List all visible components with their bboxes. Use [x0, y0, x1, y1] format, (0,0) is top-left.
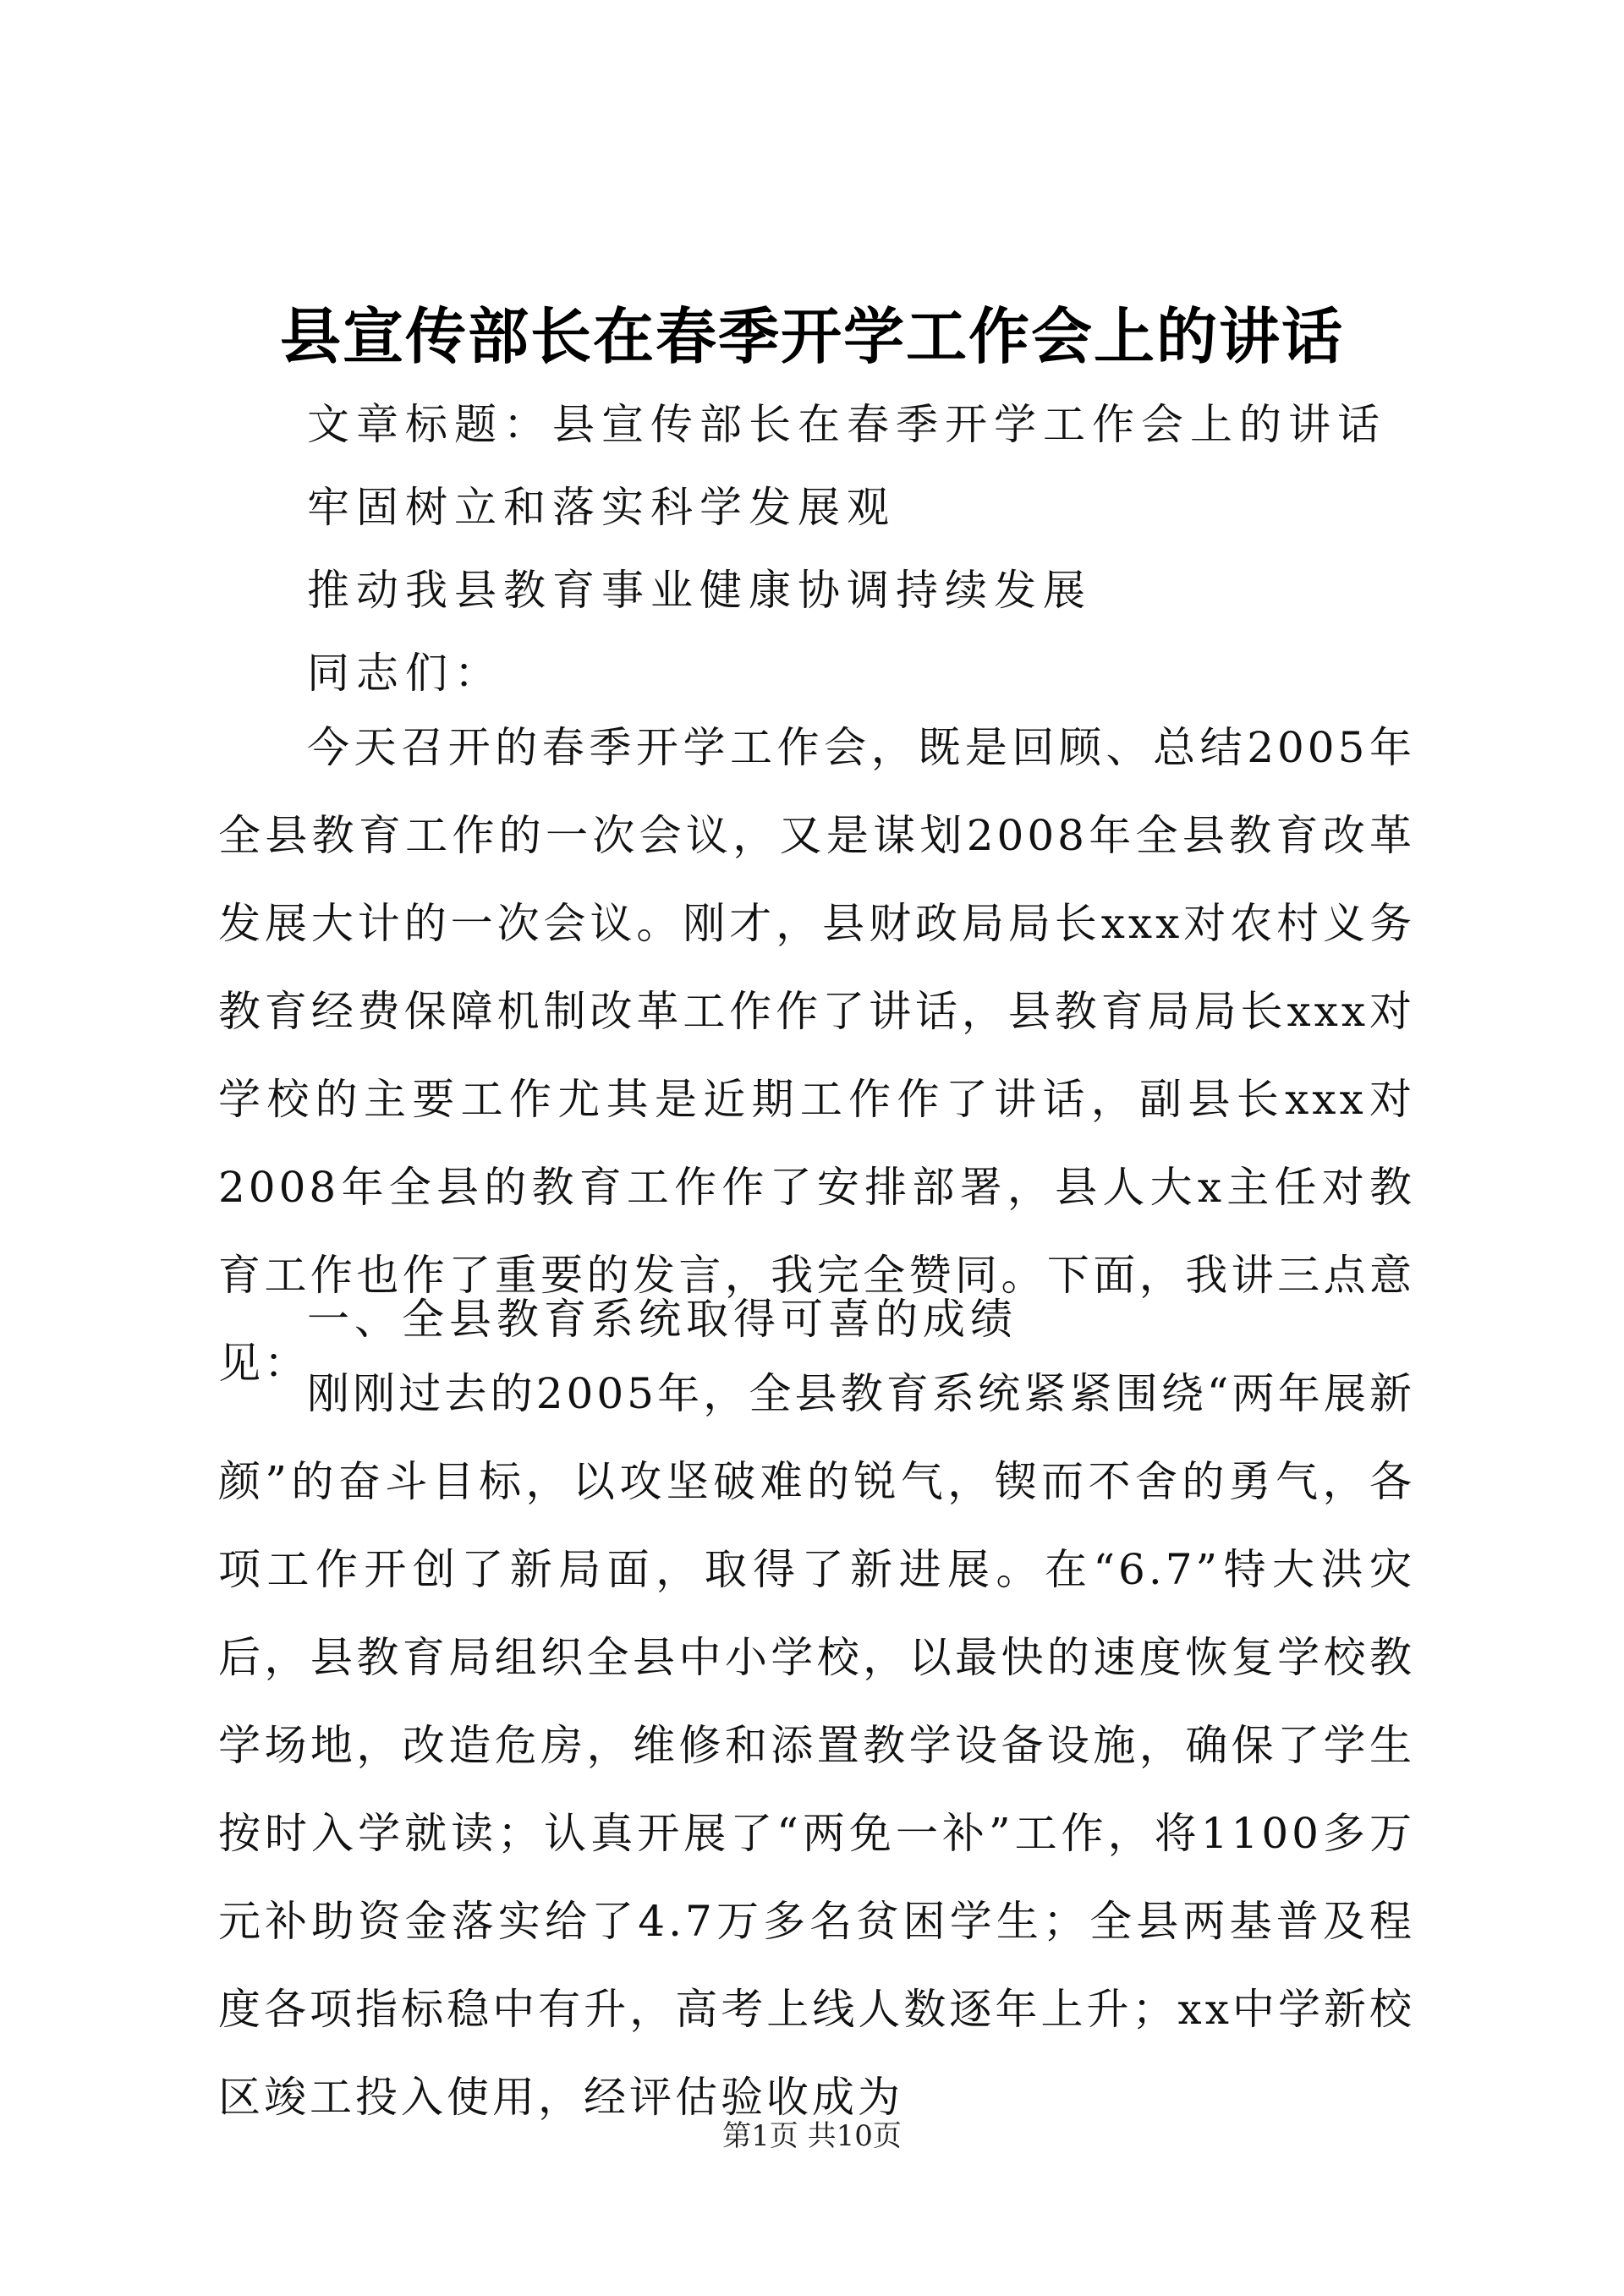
paragraph-intro: 今天召开的春季开学工作会，既是回顾、总结2005年全县教育工作的一次会议，又是谋划2008年全县教育改革发展大计的一次会议。刚才，县财政局局长xxx对农村义务教育经费保障机制改革工作作了讲话，县教育局局长xxx对学校的主要工作尤其是近期工作作了讲话，副县长xxx对2008年全县的教育工作作了安排部署，县人大x主任对教育工作也作了重要的发言，我完全赞同。下面，我讲三点意见：	[218, 723, 1415, 1388]
salutation: 同志们：	[307, 649, 503, 698]
section-heading-1: 一、全县教育系统取得可喜的成绩	[307, 1295, 1018, 1344]
subtitle-2: 推动我县教育事业健康协调持续发展	[307, 566, 1092, 615]
document-title: 县宣传部长在春季开学工作会上的讲话	[279, 300, 1344, 372]
page-indicator: 第1页 共10页	[722, 2119, 902, 2153]
subtitle-1: 牢固树立和落实科学发展观	[307, 483, 896, 532]
paragraph-achievements: 刚刚过去的2005年，全县教育系统紧紧围绕“两年展新颜”的奋斗目标，以攻坚破难的锐气，锲而不舍的勇气，各项工作开创了新局面，取得了新进展。在“6.7”特大洪灾后，县教育局组织全县中小学校，以最快的速度恢复学校教学场地，改造危房，维修和添置教学设备设施，确保了学生按时入学就读；认真开展了“两免一补”工作，将1100多万元补助资金落实给了4.7万多名贫困学生；全县两基普及程度各项指标稳中有升，高考上线人数逐年上升；xx中学新校区竣工投入使用，经评估验收成为	[218, 1369, 1415, 2122]
article-title-line: 文章标题：县宣传部长在春季开学工作会上的讲话	[307, 400, 1386, 449]
